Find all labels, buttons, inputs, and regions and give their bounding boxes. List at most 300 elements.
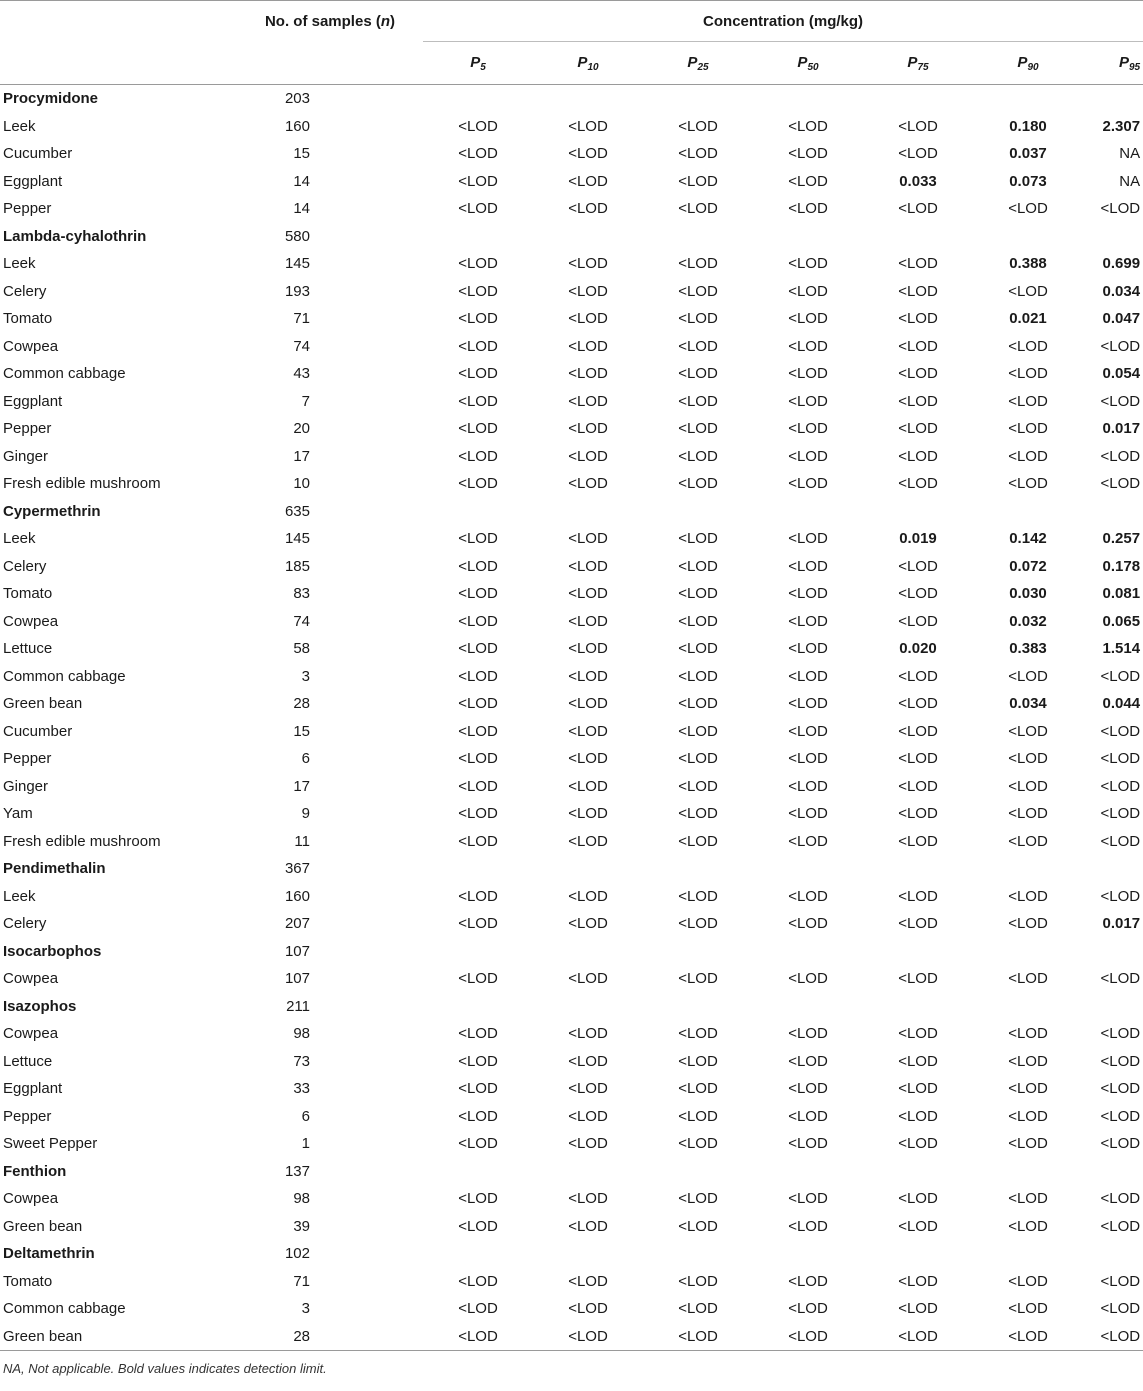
- concentration-cell: <LOD: [788, 612, 828, 630]
- concentration-cell: <LOD: [568, 640, 608, 658]
- table-row: [0, 663, 1143, 691]
- food-name: Tomato: [3, 1272, 53, 1290]
- concentration-cell: <LOD: [788, 805, 828, 823]
- concentration-cell: NA: [1119, 145, 1141, 163]
- concentration-cell: <LOD: [458, 612, 498, 630]
- concentration-cell: <LOD: [1008, 777, 1048, 795]
- sample-count: 1: [301, 1135, 310, 1153]
- header-p25: $P_{25}$: [643, 42, 753, 85]
- concentration-cell: <LOD: [458, 145, 498, 163]
- concentration-cell: [1083, 855, 1143, 883]
- concentration-cell: <LOD: [458, 1107, 498, 1125]
- concentration-cell: 0.699: [1102, 255, 1141, 273]
- concentration-cell: <LOD: [1100, 1080, 1141, 1098]
- concentration-cell: <LOD: [788, 1190, 828, 1208]
- concentration-cell: <LOD: [568, 1217, 608, 1235]
- header-p10: $P_{10}$: [533, 42, 643, 85]
- concentration-cell: [533, 1240, 643, 1268]
- concentration-cell: <LOD: [1100, 887, 1141, 905]
- concentration-cell: <LOD: [568, 915, 608, 933]
- concentration-cell: <LOD: [678, 1190, 718, 1208]
- concentration-cell: <LOD: [1100, 750, 1141, 768]
- header-concentration: Concentration (mg/kg): [703, 12, 864, 30]
- concentration-cell: <LOD: [678, 1217, 718, 1235]
- concentration-cell: <LOD: [678, 420, 718, 438]
- concentration-cell: [1083, 1240, 1143, 1268]
- table-row: [0, 883, 1143, 911]
- concentration-cell: [753, 993, 863, 1021]
- concentration-cell: <LOD: [898, 117, 938, 135]
- compound-name: Pendimethalin: [3, 860, 106, 878]
- concentration-cell: <LOD: [1100, 1107, 1141, 1125]
- concentration-cell: <LOD: [678, 1052, 718, 1070]
- sample-count: 20: [293, 420, 310, 438]
- concentration-cell: 0.034: [1009, 695, 1047, 713]
- concentration-cell: [753, 498, 863, 526]
- concentration-cell: <LOD: [568, 887, 608, 905]
- concentration-cell: <LOD: [788, 695, 828, 713]
- concentration-cell: <LOD: [788, 777, 828, 795]
- concentration-cell: <LOD: [898, 1272, 938, 1290]
- concentration-cell: [753, 223, 863, 251]
- compound-row: [0, 223, 1143, 251]
- concentration-cell: [533, 85, 643, 113]
- food-name: Ginger: [3, 447, 49, 465]
- concentration-cell: [533, 1158, 643, 1186]
- concentration-cell: <LOD: [898, 777, 938, 795]
- concentration-cell: <LOD: [458, 1300, 498, 1318]
- food-name: Cowpea: [3, 612, 59, 630]
- concentration-cell: [643, 1158, 753, 1186]
- concentration-cell: <LOD: [458, 1327, 498, 1345]
- concentration-cell: <LOD: [898, 255, 938, 273]
- concentration-cell: <LOD: [678, 640, 718, 658]
- concentration-cell: <LOD: [568, 557, 608, 575]
- concentration-cell: [863, 855, 973, 883]
- concentration-cell: [973, 938, 1083, 966]
- concentration-cell: <LOD: [568, 1135, 608, 1153]
- concentration-cell: <LOD: [458, 667, 498, 685]
- concentration-cell: <LOD: [568, 1327, 608, 1345]
- concentration-cell: <LOD: [788, 530, 828, 548]
- concentration-cell: <LOD: [1100, 447, 1141, 465]
- table-row: [0, 388, 1143, 416]
- food-name: Green bean: [3, 1327, 83, 1345]
- compound-name: Lambda-cyhalothrin: [3, 227, 147, 245]
- compound-row: [0, 1158, 1143, 1186]
- concentration-cell: <LOD: [678, 1025, 718, 1043]
- concentration-cell: [863, 938, 973, 966]
- concentration-cell: <LOD: [458, 255, 498, 273]
- concentration-cell: <LOD: [458, 447, 498, 465]
- concentration-cell: <LOD: [678, 915, 718, 933]
- concentration-cell: <LOD: [788, 365, 828, 383]
- sample-count: 39: [293, 1217, 310, 1235]
- concentration-cell: 0.054: [1102, 365, 1141, 383]
- concentration-cell: <LOD: [568, 145, 608, 163]
- concentration-cell: <LOD: [1100, 722, 1141, 740]
- table-row: [0, 580, 1143, 608]
- table-row: [0, 1185, 1143, 1213]
- concentration-cell: [863, 1240, 973, 1268]
- food-name: Eggplant: [3, 1080, 63, 1098]
- food-name: Cowpea: [3, 970, 59, 988]
- concentration-cell: <LOD: [458, 832, 498, 850]
- concentration-cell: [863, 993, 973, 1021]
- concentration-cell: <LOD: [458, 722, 498, 740]
- concentration-cell: <LOD: [1100, 1300, 1141, 1318]
- food-name: Eggplant: [3, 392, 63, 410]
- concentration-cell: <LOD: [1008, 282, 1048, 300]
- concentration-cell: [643, 938, 753, 966]
- concentration-cell: <LOD: [568, 585, 608, 603]
- sample-count: 137: [284, 1162, 310, 1180]
- concentration-cell: <LOD: [678, 447, 718, 465]
- concentration-cell: <LOD: [898, 805, 938, 823]
- concentration-cell: <LOD: [788, 1080, 828, 1098]
- food-name: Pepper: [3, 420, 52, 438]
- concentration-cell: <LOD: [568, 117, 608, 135]
- compound-name: Deltamethrin: [3, 1245, 95, 1263]
- header-p50: $P_{50}$: [753, 42, 863, 85]
- food-name: Common cabbage: [3, 365, 126, 383]
- table-row: [0, 250, 1143, 278]
- table-row: [0, 360, 1143, 388]
- concentration-cell: <LOD: [788, 117, 828, 135]
- concentration-cell: <LOD: [678, 1107, 718, 1125]
- compound-row: [0, 498, 1143, 526]
- concentration-cell: <LOD: [788, 750, 828, 768]
- concentration-cell: <LOD: [678, 667, 718, 685]
- concentration-cell: <LOD: [1100, 1217, 1141, 1235]
- concentration-cell: <LOD: [1008, 887, 1048, 905]
- table-row: [0, 278, 1143, 306]
- compound-row: [0, 855, 1143, 883]
- concentration-cell: <LOD: [568, 392, 608, 410]
- concentration-cell: <LOD: [1100, 1025, 1141, 1043]
- concentration-cell: <LOD: [788, 447, 828, 465]
- concentration-cell: <LOD: [568, 1190, 608, 1208]
- sample-count: 635: [284, 502, 310, 520]
- concentration-cell: <LOD: [458, 200, 498, 218]
- concentration-cell: <LOD: [898, 557, 938, 575]
- sample-count: 11: [294, 832, 310, 850]
- table-row: [0, 1103, 1143, 1131]
- concentration-cell: <LOD: [1100, 200, 1141, 218]
- concentration-cell: <LOD: [678, 722, 718, 740]
- sample-count: 17: [293, 777, 310, 795]
- concentration-cell: <LOD: [898, 447, 938, 465]
- food-name: Pepper: [3, 1107, 52, 1125]
- concentration-cell: [973, 1240, 1083, 1268]
- sample-count: 203: [284, 90, 310, 108]
- table-row: [0, 113, 1143, 141]
- concentration-cell: [863, 1158, 973, 1186]
- concentration-cell: <LOD: [898, 1080, 938, 1098]
- concentration-cell: [753, 1158, 863, 1186]
- concentration-cell: <LOD: [458, 172, 498, 190]
- concentration-cell: <LOD: [458, 915, 498, 933]
- concentration-cell: [1083, 498, 1143, 526]
- table-row: [0, 745, 1143, 773]
- concentration-cell: <LOD: [568, 1107, 608, 1125]
- concentration-cell: <LOD: [788, 172, 828, 190]
- concentration-cell: <LOD: [1008, 365, 1048, 383]
- header-p5: $P_5$: [423, 42, 533, 85]
- concentration-cell: <LOD: [788, 392, 828, 410]
- sample-count: 211: [286, 997, 310, 1015]
- sample-count: 6: [301, 1107, 310, 1125]
- sample-count: 207: [284, 915, 310, 933]
- concentration-cell: <LOD: [568, 420, 608, 438]
- concentration-cell: [863, 85, 973, 113]
- concentration-cell: 0.034: [1102, 282, 1141, 300]
- sample-count: 193: [284, 282, 310, 300]
- concentration-cell: [643, 855, 753, 883]
- compound-name: Procymidone: [3, 90, 99, 108]
- compound-row: [0, 993, 1143, 1021]
- concentration-cell: <LOD: [898, 1025, 938, 1043]
- sample-count: 83: [293, 585, 310, 603]
- concentration-cell: <LOD: [1008, 1300, 1048, 1318]
- concentration-cell: [643, 85, 753, 113]
- concentration-cell: <LOD: [1100, 392, 1141, 410]
- food-name: Ginger: [3, 777, 49, 795]
- concentration-cell: <LOD: [568, 530, 608, 548]
- concentration-cell: [423, 993, 533, 1021]
- concentration-cell: <LOD: [1008, 805, 1048, 823]
- concentration-cell: <LOD: [1100, 805, 1141, 823]
- sample-count: 58: [293, 640, 310, 658]
- food-name: Leek: [3, 887, 36, 905]
- concentration-cell: [533, 938, 643, 966]
- concentration-cell: 0.033: [899, 172, 937, 190]
- concentration-cell: <LOD: [898, 282, 938, 300]
- table-row: [0, 1130, 1143, 1158]
- sample-count: 145: [284, 530, 310, 548]
- concentration-cell: <LOD: [898, 365, 938, 383]
- sample-count: 102: [284, 1245, 310, 1263]
- concentration-cell: <LOD: [1100, 667, 1141, 685]
- concentration-cell: <LOD: [1008, 1052, 1048, 1070]
- compound-name: Isazophos: [3, 997, 77, 1015]
- table-row: [0, 1268, 1143, 1296]
- sample-count: 9: [301, 805, 310, 823]
- sample-count: 98: [293, 1025, 310, 1043]
- concentration-cell: <LOD: [568, 365, 608, 383]
- concentration-cell: <LOD: [678, 695, 718, 713]
- concentration-cell: <LOD: [1008, 915, 1048, 933]
- sample-count: 185: [284, 557, 310, 575]
- sample-count: 3: [301, 1300, 310, 1318]
- concentration-cell: 0.180: [1009, 117, 1047, 135]
- food-name: Cowpea: [3, 337, 59, 355]
- food-name: Celery: [3, 915, 47, 933]
- concentration-cell: <LOD: [1008, 475, 1048, 493]
- table-footnote: NA, Not applicable. Bold values indicates detection limit.: [3, 1361, 327, 1376]
- concentration-cell: <LOD: [568, 832, 608, 850]
- sample-count: 71: [293, 310, 310, 328]
- concentration-cell: [753, 938, 863, 966]
- header-samples: No. of samples (n): [264, 12, 395, 30]
- concentration-cell: <LOD: [788, 970, 828, 988]
- table-row: [0, 415, 1143, 443]
- concentration-cell: <LOD: [458, 777, 498, 795]
- sample-count: 107: [284, 970, 310, 988]
- table-row: [0, 718, 1143, 746]
- concentration-cell: <LOD: [898, 200, 938, 218]
- concentration-cell: [423, 855, 533, 883]
- concentration-cell: <LOD: [458, 420, 498, 438]
- concentration-cell: NA: [1119, 172, 1141, 190]
- concentration-cell: <LOD: [678, 1135, 718, 1153]
- food-name: Fresh edible mushroom: [3, 832, 161, 850]
- concentration-cell: <LOD: [458, 750, 498, 768]
- concentration-cell: <LOD: [678, 1300, 718, 1318]
- concentration-cell: <LOD: [568, 695, 608, 713]
- concentration-cell: [753, 85, 863, 113]
- concentration-cell: <LOD: [1008, 1217, 1048, 1235]
- concentration-cell: <LOD: [898, 1327, 938, 1345]
- concentration-cell: <LOD: [678, 365, 718, 383]
- concentration-cell: 0.030: [1009, 585, 1047, 603]
- food-name: Eggplant: [3, 172, 63, 190]
- concentration-cell: <LOD: [1008, 1025, 1048, 1043]
- sample-count: 3: [301, 667, 310, 685]
- concentration-cell: [533, 223, 643, 251]
- concentration-cell: <LOD: [568, 722, 608, 740]
- header-p75: $P_{75}$: [863, 42, 973, 85]
- concentration-cell: <LOD: [898, 970, 938, 988]
- concentration-cell: <LOD: [788, 310, 828, 328]
- concentration-cell: <LOD: [788, 145, 828, 163]
- concentration-cell: <LOD: [898, 1217, 938, 1235]
- concentration-cell: [1083, 1158, 1143, 1186]
- concentration-cell: <LOD: [458, 557, 498, 575]
- concentration-cell: <LOD: [568, 475, 608, 493]
- concentration-cell: <LOD: [1100, 832, 1141, 850]
- concentration-cell: [1083, 223, 1143, 251]
- concentration-cell: [863, 223, 973, 251]
- table-row: [0, 800, 1143, 828]
- concentration-cell: <LOD: [1100, 1272, 1141, 1290]
- table-row: [0, 1213, 1143, 1241]
- table-row: [0, 333, 1143, 361]
- table-row: [0, 1075, 1143, 1103]
- table-row: [0, 965, 1143, 993]
- concentration-cell: <LOD: [788, 1135, 828, 1153]
- concentration-cell: <LOD: [1008, 447, 1048, 465]
- concentration-cell: <LOD: [1008, 200, 1048, 218]
- concentration-cell: <LOD: [568, 1300, 608, 1318]
- food-name: Green bean: [3, 1217, 83, 1235]
- concentration-cell: 2.307: [1102, 117, 1141, 135]
- table-row: [0, 773, 1143, 801]
- concentration-cell: [423, 85, 533, 113]
- concentration-cell: <LOD: [458, 1135, 498, 1153]
- concentration-cell: <LOD: [568, 200, 608, 218]
- concentration-cell: <LOD: [458, 1272, 498, 1290]
- concentration-cell: 0.178: [1102, 557, 1141, 575]
- concentration-cell: <LOD: [568, 447, 608, 465]
- concentration-cell: [533, 855, 643, 883]
- concentration-cell: <LOD: [1008, 667, 1048, 685]
- concentration-cell: <LOD: [568, 777, 608, 795]
- concentration-cell: <LOD: [678, 172, 718, 190]
- concentration-cell: [533, 993, 643, 1021]
- table-row: [0, 608, 1143, 636]
- concentration-cell: <LOD: [898, 612, 938, 630]
- concentration-cell: <LOD: [1100, 1052, 1141, 1070]
- concentration-cell: <LOD: [678, 337, 718, 355]
- header-blank: [0, 1, 262, 42]
- concentration-cell: <LOD: [1008, 1190, 1048, 1208]
- concentration-cell: <LOD: [678, 117, 718, 135]
- food-name: Green bean: [3, 695, 83, 713]
- concentration-cell: <LOD: [1008, 722, 1048, 740]
- concentration-cell: 0.017: [1102, 915, 1141, 933]
- concentration-cell: <LOD: [568, 970, 608, 988]
- concentration-cell: [973, 85, 1083, 113]
- food-name: Sweet Pepper: [3, 1135, 98, 1153]
- food-name: Leek: [3, 530, 36, 548]
- concentration-cell: <LOD: [898, 1190, 938, 1208]
- concentration-cell: <LOD: [898, 475, 938, 493]
- concentration-cell: <LOD: [678, 530, 718, 548]
- compound-name: Isocarbophos: [3, 942, 102, 960]
- concentration-cell: <LOD: [458, 805, 498, 823]
- table-row: [0, 635, 1143, 663]
- table-row: [0, 553, 1143, 581]
- concentration-cell: <LOD: [898, 1107, 938, 1125]
- concentration-cell: [1083, 938, 1143, 966]
- compound-name: Cypermethrin: [3, 502, 101, 520]
- food-name: Common cabbage: [3, 667, 126, 685]
- concentration-cell: <LOD: [458, 585, 498, 603]
- concentration-cell: <LOD: [898, 887, 938, 905]
- sample-count: 367: [284, 860, 310, 878]
- concentration-cell: <LOD: [788, 200, 828, 218]
- concentration-cell: <LOD: [678, 1272, 718, 1290]
- concentration-cell: <LOD: [788, 255, 828, 273]
- compound-row: [0, 85, 1143, 113]
- table-row: [0, 305, 1143, 333]
- concentration-cell: 0.081: [1102, 585, 1141, 603]
- concentration-cell: <LOD: [1100, 1190, 1141, 1208]
- sample-count: 74: [293, 612, 310, 630]
- table-row: [0, 1048, 1143, 1076]
- food-name: Lettuce: [3, 1052, 53, 1070]
- concentration-cell: [423, 1158, 533, 1186]
- concentration-cell: <LOD: [568, 172, 608, 190]
- concentration-cell: <LOD: [678, 255, 718, 273]
- concentration-cell: <LOD: [1008, 337, 1048, 355]
- concentration-cell: <LOD: [678, 585, 718, 603]
- concentration-cell: <LOD: [678, 970, 718, 988]
- concentration-cell: <LOD: [898, 667, 938, 685]
- concentration-cell: <LOD: [1008, 1327, 1048, 1345]
- concentration-cell: 1.514: [1102, 640, 1141, 658]
- concentration-cell: [1083, 85, 1143, 113]
- concentration-cell: 0.257: [1102, 530, 1141, 548]
- concentration-cell: <LOD: [458, 1052, 498, 1070]
- concentration-cell: <LOD: [1100, 337, 1141, 355]
- concentration-cell: <LOD: [898, 750, 938, 768]
- concentration-cell: <LOD: [678, 612, 718, 630]
- food-name: Yam: [3, 805, 33, 823]
- concentration-cell: <LOD: [568, 1052, 608, 1070]
- concentration-cell: <LOD: [1008, 750, 1048, 768]
